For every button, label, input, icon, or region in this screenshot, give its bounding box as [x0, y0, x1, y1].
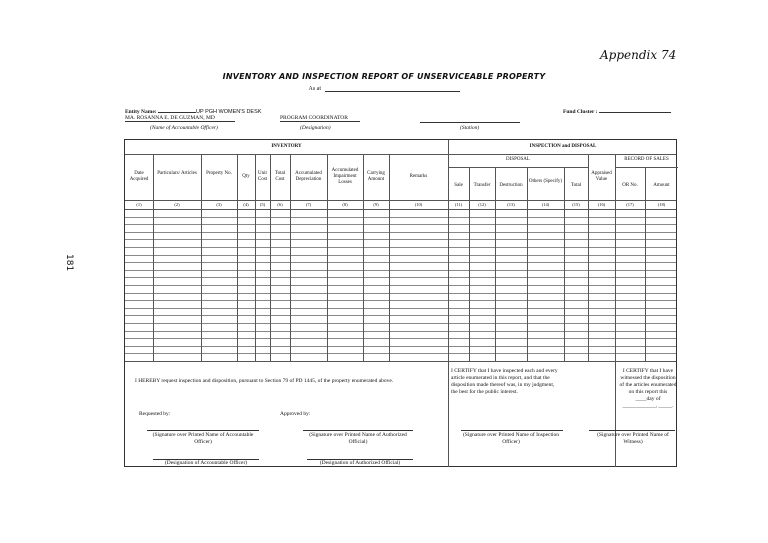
col-particulars: Particulars/ Articles	[157, 171, 197, 176]
number-row-divider	[125, 209, 676, 210]
col-num: (11)	[454, 202, 463, 207]
table-row[interactable]	[125, 308, 676, 309]
table-row[interactable]	[125, 262, 676, 263]
col-num: (2)	[174, 202, 180, 207]
col-property-no: Property No.	[206, 171, 232, 176]
fund-cluster-field[interactable]	[599, 106, 671, 113]
inventory-section-header: INVENTORY	[271, 144, 302, 149]
col-divider	[469, 167, 470, 361]
col-carrying-amount: Carrying Amount	[367, 171, 385, 182]
appendix-label: Appendix 74	[600, 48, 677, 62]
col-destruction: Destruction	[499, 183, 523, 188]
table-row[interactable]	[125, 293, 676, 294]
col-num: (8)	[342, 202, 348, 207]
entity-name-row	[125, 106, 261, 115]
section-divider	[448, 140, 449, 467]
col-num: (10)	[414, 202, 423, 207]
col-divider	[255, 154, 256, 361]
col-num: (14)	[541, 202, 550, 207]
col-divider	[389, 154, 390, 361]
table-row[interactable]	[125, 300, 676, 301]
table-row[interactable]	[125, 247, 676, 248]
col-amount: Amount	[653, 183, 670, 188]
table-row[interactable]	[125, 353, 676, 354]
witness-certification: I CERTIFY that I have witnessed the disposition of the articles enumerated on this report this ____day of ____________, _____.	[619, 368, 677, 409]
entity-name-label: Entity Name:	[125, 109, 157, 115]
col-divider	[495, 167, 496, 361]
col-unit-cost: Unit Cost	[257, 171, 268, 182]
fund-cluster-label: Fund Cluster :	[563, 109, 598, 115]
col-num: (3)	[216, 202, 222, 207]
col-num: (5)	[259, 202, 266, 207]
sales-divider	[615, 167, 678, 168]
col-divider	[588, 154, 589, 361]
authorized-signature-line[interactable]	[303, 430, 413, 431]
col-divider	[201, 154, 202, 361]
table-row[interactable]	[125, 323, 676, 324]
authorized-signature-caption: (Signature over Printed Name of Authorized Official)	[309, 432, 407, 445]
col-divider	[290, 154, 291, 361]
accountable-officer-name[interactable]: MA. ROSANNA E. DE GUZMAN, MD	[125, 115, 235, 122]
col-num: (6)	[277, 202, 283, 207]
col-num: (1)	[136, 202, 142, 207]
designation-value[interactable]: PROGRAM COORDINATOR	[280, 115, 360, 122]
col-num: (16)	[597, 202, 606, 207]
approved-by-label: Approved by:	[280, 411, 311, 417]
col-qty: Qty	[242, 174, 250, 179]
table-row[interactable]	[125, 255, 676, 256]
table-row[interactable]	[125, 277, 676, 278]
col-num: (17)	[626, 202, 634, 207]
entity-name-value[interactable]: UP PGH WOMEN'S DESK	[196, 109, 262, 115]
table-row[interactable]	[125, 346, 676, 347]
station-field[interactable]	[420, 122, 520, 123]
witness-signature-caption: (Signature over Printed Name of Witness)	[597, 432, 669, 445]
col-divider	[270, 154, 271, 361]
col-remarks: Remarks	[409, 174, 428, 179]
col-num: (12)	[478, 202, 486, 207]
header-divider	[125, 154, 676, 155]
accountable-designation-caption: (Designation of Accountable Officer)	[164, 460, 248, 466]
entity-name-blank	[158, 106, 196, 113]
col-accum-depreciation: Accumulated Depreciation	[295, 171, 322, 182]
table-row[interactable]	[125, 338, 676, 339]
fund-cluster-row	[563, 106, 671, 115]
inspection-signature-caption: (Signature over Printed Name of Inspection Officer)	[462, 432, 560, 445]
inventory-table	[124, 139, 677, 467]
col-date-acquired: Date Acquired	[129, 171, 149, 182]
col-num: (15)	[572, 202, 580, 207]
col-divider	[527, 167, 528, 361]
request-statement: I HEREBY request inspection and disposition, pursuant to Section 79 of PD 1445, of the property enumerated above.	[135, 378, 394, 384]
disposal-header: DISPOSAL	[506, 157, 530, 162]
table-row[interactable]	[125, 331, 676, 332]
accountable-signature-caption: (Signature over Printed Name of Accountable Officer)	[152, 432, 254, 445]
col-total: Total	[570, 183, 582, 188]
inspector-certification: I CERTIFY that I have inspected each and every article enumerated in this report, and that the disposition made thereof was, in my judgment, the best for the public interest.	[451, 368, 558, 395]
col-num: (4)	[243, 202, 249, 207]
accountable-signature-line[interactable]	[147, 430, 259, 431]
column-header-divider	[125, 200, 676, 201]
col-or-no: OR No.	[622, 183, 638, 188]
grid-bottom	[125, 361, 676, 362]
col-others: Others (Specify)	[528, 179, 563, 184]
page-number: 181	[64, 254, 74, 272]
inspection-signature-line[interactable]	[461, 430, 563, 431]
table-row[interactable]	[125, 224, 676, 225]
inspection-section-header: INSPECTION and DISPOSAL	[529, 144, 597, 149]
requested-by-label: Requested by:	[139, 411, 171, 417]
witness-signature-line[interactable]	[589, 430, 675, 431]
table-row[interactable]	[125, 270, 676, 271]
table-row[interactable]	[125, 239, 676, 240]
table-row[interactable]	[125, 315, 676, 316]
table-row[interactable]	[125, 232, 676, 233]
col-divider	[237, 154, 238, 361]
col-sale: Sale	[454, 183, 463, 188]
accountable-officer-caption: (Name of Accountable Officer)	[150, 125, 218, 131]
station-caption: (Station)	[460, 125, 480, 131]
col-divider	[363, 154, 364, 361]
as-at-label: As at	[308, 86, 321, 92]
col-num: (9)	[373, 202, 379, 207]
col-divider	[153, 154, 154, 361]
col-num: (13)	[507, 202, 515, 207]
table-row[interactable]	[125, 217, 676, 218]
as-at-row	[0, 84, 768, 92]
designation-caption: (Designation)	[300, 125, 331, 131]
col-num: (18)	[657, 202, 666, 207]
form-title: INVENTORY AND INSPECTION REPORT OF UNSERVICEABLE PROPERTY	[222, 72, 546, 81]
col-appraised-value: Appraised Value	[591, 171, 612, 182]
authorized-designation-caption: (Designation of Authorized Official)	[319, 460, 401, 466]
col-num: (7)	[305, 202, 312, 207]
col-total-cost: Total Cost	[274, 171, 286, 182]
col-divider	[327, 154, 328, 361]
col-accum-impairment: Accumulated Impairment Losses	[331, 168, 359, 185]
record-of-sales-header: RECORD OF SALES	[624, 157, 669, 162]
section-divider	[615, 154, 616, 467]
table-row[interactable]	[125, 285, 676, 286]
col-divider	[564, 167, 565, 361]
col-transfer: Transfer	[473, 183, 491, 188]
col-divider	[645, 167, 646, 361]
as-at-field[interactable]	[325, 84, 460, 92]
